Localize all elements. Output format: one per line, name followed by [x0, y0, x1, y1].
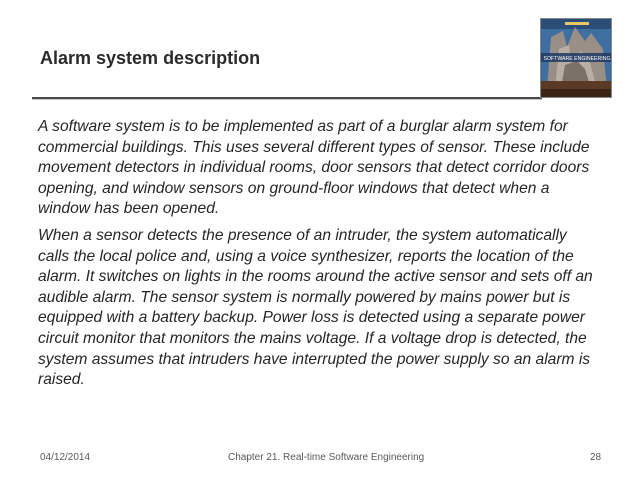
- paragraph-system-overview: A software system is to be implemented as part of a burglar alarm system for commercial buildings. This uses several different types of sensor. These include movement detectors in individual rooms, door sensors that detect corridor doors opening, and window sensors on ground-floor windows that detect when a window has been opened.: [38, 118, 590, 218]
- paragraph-sensor-behaviour: When a sensor detects the presence of an intruder, the system automatically calls the local police and, using a voice synthesizer, reports the location of the alarm. It switches on lights in the rooms around the active sensor and sets off an audible alarm. The sensor system is normally powered by mains power but is equipped with a battery backup. Power loss is detected using a separate power circuit monitor that monitors the mains voltage. If a voltage drop is detected, the system assumes that intruders have interrupted the power supply so an alarm is raised.: [38, 226, 593, 389]
- title-divider-shadow: [32, 99, 542, 100]
- footer-page-number: 28: [590, 452, 602, 463]
- slide-title: Alarm system description: [40, 48, 261, 68]
- book-cover-image: [540, 18, 612, 98]
- footer-chapter: Chapter 21. Real-time Software Engineering: [228, 452, 425, 463]
- slide-body: [38, 117, 596, 397]
- book-cover-title: SOFTWARE ENGINEERING: [543, 56, 611, 62]
- footer-date: 04/12/2014: [40, 452, 91, 463]
